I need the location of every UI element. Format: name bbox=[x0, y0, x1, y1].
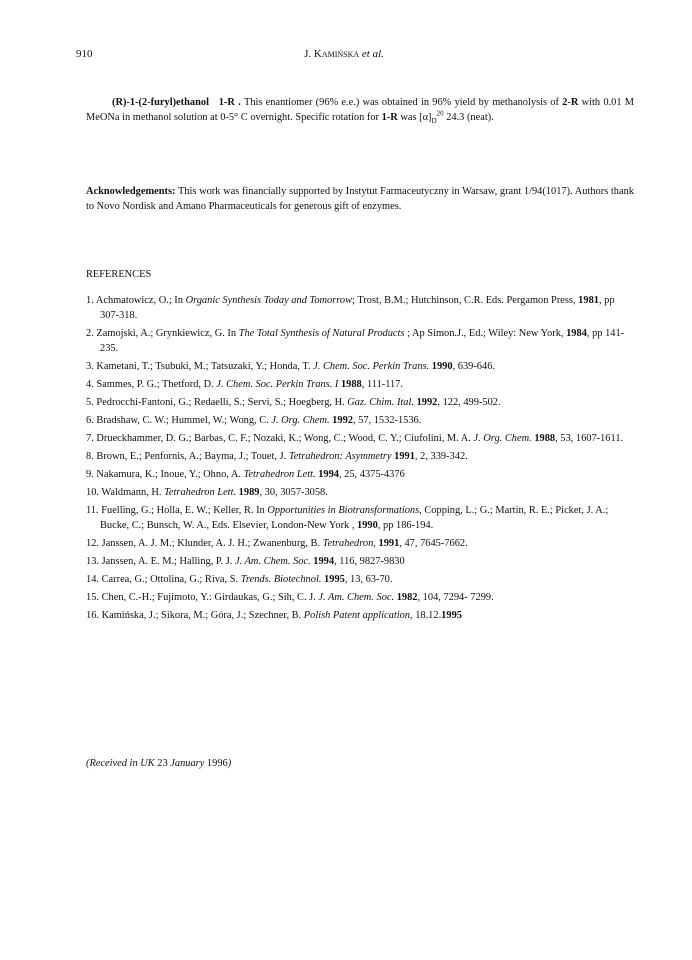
reference-year: 1989 bbox=[238, 487, 260, 499]
experimental-paragraph: (R)-1-(2-furyl)ethanol 1-R . This enantiomer (96% e.e.) was obtained in 96% yield by methanolysis of 2-R with 0.01 M MeONa in methanol solution at 0-5° C overnight. Specific rotation for 1-R was $[\alpha]_D^{20}$ 24.3 (neat). bbox=[86, 97, 634, 125]
reference-details: , Copping, L.; G.; Martin, R. E.; Picket, J. A.; Bucke, C.; Bunsch, W. A., Eds. Elsevier, London-New York , bbox=[100, 505, 609, 531]
reference-source: J. Chem. Soc. Perkin Trans. I bbox=[216, 378, 339, 390]
reference-item bbox=[86, 609, 634, 624]
reference-pages: , 25, 4375-4376 bbox=[338, 469, 405, 481]
reference-number: 13. bbox=[86, 556, 99, 568]
compound-id-3: 1-R bbox=[381, 111, 398, 123]
reference-authors: Kamińska, J.; Sikora, M.; Góra, J.; Szechner, B. bbox=[101, 610, 304, 622]
reference-authors: Sammes, P. G.; Thetford, D. bbox=[96, 378, 217, 390]
reference-pages: , pp 307-318. bbox=[100, 295, 615, 321]
reference-year: 1992 bbox=[332, 414, 353, 426]
received-label: Received in UK bbox=[89, 758, 155, 769]
reference-item bbox=[86, 396, 634, 411]
reference-item bbox=[86, 450, 634, 465]
reference-year: 1995 bbox=[324, 574, 345, 586]
reference-item bbox=[86, 360, 634, 375]
reference-item bbox=[86, 537, 634, 552]
reference-year: 1988 bbox=[340, 378, 362, 390]
reference-details: ; Ap Simon.J., Ed.; Wiley: New York, bbox=[404, 327, 567, 339]
reference-source: Tetrahedron Lett. bbox=[243, 469, 316, 481]
received-month: January bbox=[170, 758, 205, 769]
reference-authors: Zamojski, A.; Grynkiewicz, G. In bbox=[96, 327, 239, 339]
reference-pages: , pp 186-194. bbox=[377, 519, 434, 531]
reference-item bbox=[86, 432, 634, 447]
reference-year: 1992 bbox=[416, 396, 438, 408]
reference-source: J. Org. Chem. bbox=[271, 414, 330, 426]
reference-pages: , 13, 63-70. bbox=[344, 574, 393, 586]
reference-details: , 18.12. bbox=[410, 610, 442, 622]
reference-pages: , 639-646. bbox=[452, 360, 495, 372]
reference-number: 1. bbox=[86, 295, 94, 306]
reference-authors: Nakamura, K.; Inoue, Y.; Ohno, A. bbox=[96, 469, 244, 481]
acknowledgements-text: This work was financially supported by Instytut Farmaceutyczny in Warsaw, grant 1/94(1017). Authors thank to Novo Nordisk and Amano Pharmaceuticals for generous gift of enzymes. bbox=[86, 186, 634, 212]
reference-authors: Drueckhammer, D. G.; Barbas, C. F.; Nozaki, K.; Wong, C.; Wood, C. Y.; Ciufolini, M. A. bbox=[96, 432, 474, 444]
reference-item bbox=[86, 468, 634, 483]
reference-source: J. Chem. Soc. Perkin Trans. bbox=[313, 360, 430, 372]
reference-authors: Chen, C.-H.; Fujimoto, Y.: Girdaukas, G.; Sih, C. J. bbox=[101, 592, 319, 604]
reference-year: 1991 bbox=[378, 537, 400, 549]
reference-authors: Kametani, T.; Tsubuki, M.; Tatsuzaki, Y.; Honda, T. bbox=[96, 360, 314, 372]
reference-item bbox=[86, 504, 634, 534]
reference-source: J. Org. Chem. bbox=[473, 432, 532, 444]
reference-year: 1994 bbox=[313, 556, 335, 568]
reference-number: 11. bbox=[86, 505, 99, 517]
reference-number: 12. bbox=[86, 537, 99, 549]
reference-year: 1982 bbox=[396, 592, 418, 604]
reference-source: J. Am. Chem. Soc. bbox=[234, 556, 311, 568]
received-note: (Received in UK 23 January 1996) bbox=[86, 758, 232, 769]
reference-authors: Waldmann, H. bbox=[101, 487, 165, 499]
reference-item bbox=[86, 555, 634, 570]
compound-id-2: 2-R bbox=[562, 97, 579, 108]
reference-authors: Bradshaw, C. W.; Hummel, W.; Wong, C. bbox=[96, 414, 272, 426]
reference-item bbox=[86, 414, 634, 429]
page-number: 910 bbox=[76, 48, 93, 60]
reference-source: Opportunities in Biotransformations bbox=[267, 505, 420, 517]
reference-pages: , 53, 1607-1611. bbox=[555, 432, 624, 444]
references-heading: REFERENCES bbox=[86, 269, 152, 280]
reference-authors: Achmatowicz, O.; In bbox=[95, 295, 186, 306]
reference-number: 2. bbox=[86, 327, 94, 339]
reference-year: 1990 bbox=[431, 360, 453, 372]
reference-pages: , 30, 3057-3058. bbox=[259, 487, 328, 499]
reference-authors: Brown, E.; Penfornis, A.; Bayma, J.; Touet, J. bbox=[96, 450, 289, 462]
reference-year: 1990 bbox=[357, 519, 378, 531]
reference-source: Tetrahedron Lett. bbox=[164, 487, 237, 499]
reference-authors: Pedrocchi-Fantoni, G.; Redaelli, S.; Servi, S.; Hoegberg, H. bbox=[96, 396, 348, 408]
reference-pages: , 116, 9827-9830 bbox=[334, 556, 405, 568]
reference-item bbox=[86, 294, 634, 324]
reference-item bbox=[86, 378, 634, 393]
reference-number: 16. bbox=[86, 610, 99, 622]
reference-number: 3. bbox=[86, 360, 94, 372]
reference-year: 1994 bbox=[318, 469, 339, 481]
reference-source: Gaz. Chim. Ital. bbox=[347, 396, 414, 408]
reference-number: 8. bbox=[86, 450, 94, 462]
acknowledgements-label: Acknowledgements: bbox=[86, 186, 176, 197]
reference-number: 14. bbox=[86, 574, 99, 586]
reference-number: 4. bbox=[86, 378, 94, 390]
reference-number: 5. bbox=[86, 396, 94, 408]
reference-year: 1984 bbox=[566, 327, 587, 339]
reference-pages: , 122, 499-502. bbox=[437, 396, 501, 408]
references-list bbox=[86, 294, 634, 627]
reference-year: 1981 bbox=[578, 295, 599, 306]
reference-year: 1988 bbox=[534, 432, 556, 444]
reference-source: Polish Patent application bbox=[303, 610, 410, 622]
reference-source: Tetrahedron: Asymmetry bbox=[288, 450, 392, 462]
reference-source: J. Am. Chem. Soc. bbox=[318, 592, 395, 604]
reference-details: ; Trost, B.M.; Hutchinson, C.R. Eds. Pergamon Press, bbox=[352, 295, 579, 306]
running-header bbox=[76, 47, 612, 61]
reference-item bbox=[86, 486, 634, 501]
reference-pages: , 2, 339-342. bbox=[414, 450, 468, 462]
reference-number: 9. bbox=[86, 469, 94, 481]
reference-pages: , 104, 7294- 7299. bbox=[417, 592, 494, 604]
reference-number: 10. bbox=[86, 487, 99, 499]
reference-number: 15. bbox=[86, 592, 99, 604]
reference-pages: , 111-117. bbox=[361, 378, 404, 390]
reference-year: 1995 bbox=[441, 610, 462, 622]
reference-details: , bbox=[373, 537, 379, 549]
acknowledgements-paragraph bbox=[86, 185, 634, 215]
reference-year: 1991 bbox=[394, 450, 415, 462]
reference-authors: Carrea, G.; Ottolina, G.; Riva, S. bbox=[101, 574, 241, 586]
reference-number: 7. bbox=[86, 432, 94, 444]
reference-authors: Fuelling, G.; Holla, E. W.; Keller, R. In bbox=[101, 505, 268, 517]
author-initial: J. bbox=[304, 48, 314, 60]
running-title bbox=[76, 47, 612, 63]
reference-number: 6. bbox=[86, 414, 94, 426]
reference-source: Organic Synthesis Today and Tomorrow bbox=[185, 295, 353, 306]
compound-title: (R)-1-(2-furyl)ethanol bbox=[112, 97, 209, 108]
reference-pages: , 57, 1532-1536. bbox=[352, 414, 422, 426]
reference-source: The Total Synthesis of Natural Products bbox=[238, 327, 405, 339]
reference-item bbox=[86, 573, 634, 588]
reference-source: Trends. Biotechnol. bbox=[240, 574, 322, 586]
reference-source: Tetrahedron bbox=[322, 537, 374, 549]
compound-id: 1-R bbox=[218, 97, 235, 108]
author-surname: Kamińska bbox=[313, 48, 360, 60]
reference-authors: Janssen, A. J. M.; Klunder, A. J. H.; Zwanenburg, B. bbox=[101, 537, 323, 549]
reference-authors: Janssen, A. E. M.; Halling, P. J. bbox=[101, 556, 235, 568]
reference-pages: , pp 141-235. bbox=[100, 327, 625, 354]
reference-pages: , 47, 7645-7662. bbox=[399, 537, 468, 549]
reference-item bbox=[86, 327, 634, 357]
reference-item bbox=[86, 591, 634, 606]
et-al: et al. bbox=[361, 48, 384, 60]
